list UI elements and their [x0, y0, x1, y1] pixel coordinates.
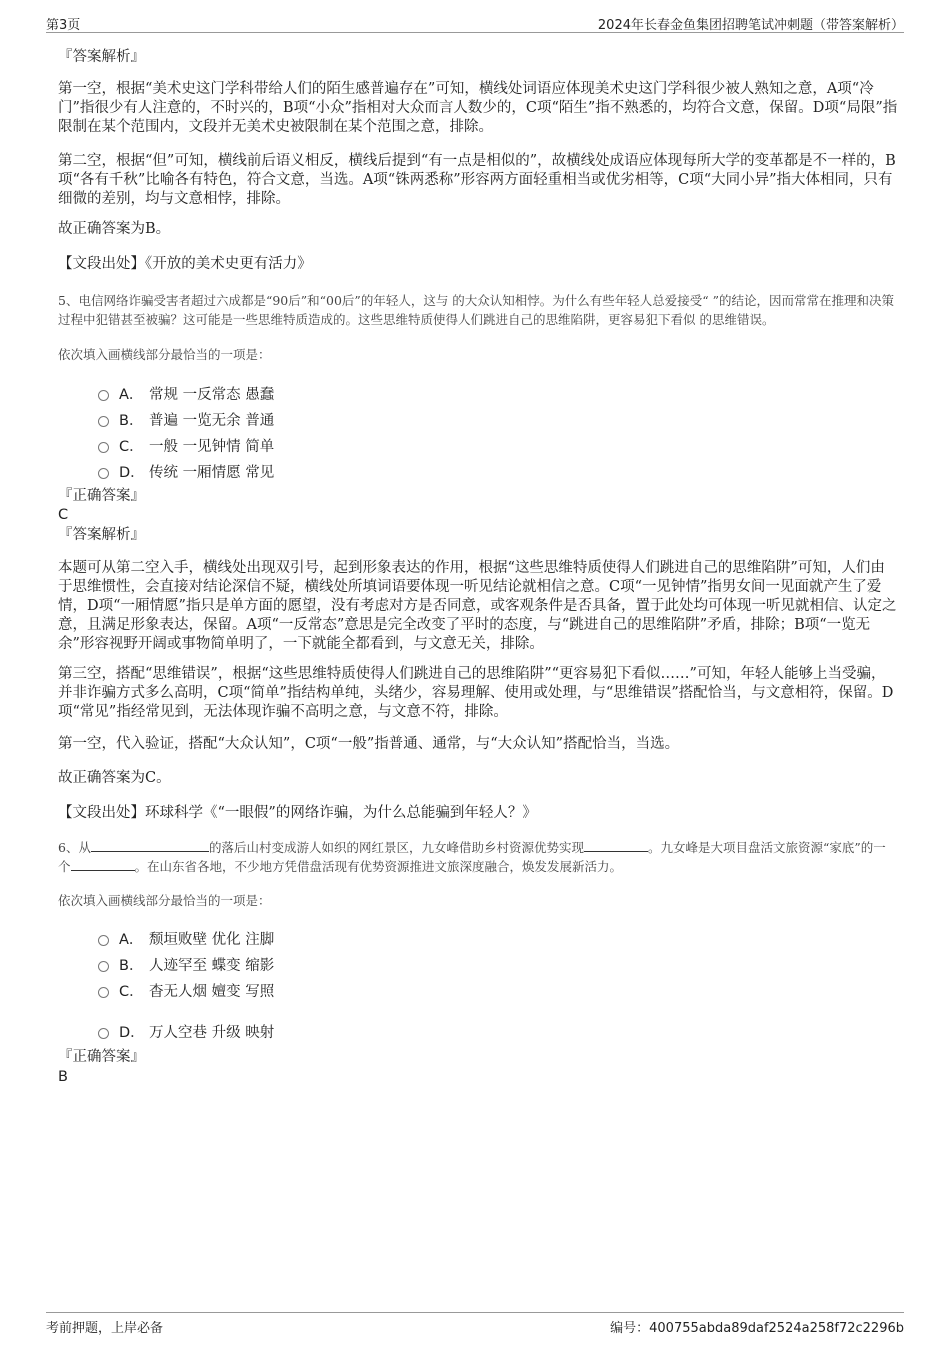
blank-1 — [91, 839, 209, 852]
q5-analysis-p3: 第一空，代入验证，搭配“大众认知”，C项“一般”指普通、通常，与“大众认知”搭配恰当，当选。 — [58, 736, 680, 752]
q5-analysis-heading: 『答案解析』 — [58, 527, 145, 543]
q5-stem: 5、电信网络诈骗受害者超过六成都是“90后”和“00后”的年轻人，这与 的大众认知相悖。为什么有些年轻人总爱接受“ ”的结论，因而常常在推理和决策过程中犯错甚至被骗？这可能是一些思维特质造成的。这些思维特质使得人们跳进自己的思维陷阱，更容易犯下看似 的思维错误。 — [58, 293, 895, 327]
q5-prompt: 依次填入画横线部分最恰当的一项是： — [58, 347, 271, 362]
radio-icon[interactable] — [98, 468, 109, 479]
q6-stem: 6、从 的落后山村变成游人如织的网红景区，九女峰借助乡村资源优势实现 。九女峰是大项目盘活文旅资源“家底”的一个 。在山东省各地，不少地方凭借盘活现有优势资源推进文旅深度融合，焕发发展新活力。 — [58, 840, 886, 874]
q5-answer: C — [58, 507, 69, 523]
radio-icon[interactable] — [98, 442, 109, 453]
page-footer — [46, 1312, 904, 1337]
q6-option-a[interactable]: A． 颓垣败壁 优化 注脚 — [98, 928, 274, 949]
page-number: 第3页 — [46, 18, 81, 33]
radio-icon[interactable] — [98, 1028, 109, 1039]
q4-answer-line: 故正确答案为B。 — [58, 221, 171, 237]
radio-icon[interactable] — [98, 390, 109, 401]
q6-answer-heading: 『正确答案』 — [58, 1049, 145, 1065]
q4-analysis-heading: 『答案解析』 — [58, 49, 145, 65]
footer-slogan: 考前押题，上岸必备 — [46, 1321, 164, 1336]
q6-option-d[interactable]: D． 万人空巷 升级 映射 — [98, 1021, 274, 1042]
document-title: 2024年长春金鱼集团招聘笔试冲刺题（带答案解析） — [597, 18, 904, 33]
q4-source: 【文段出处】《开放的美术史更有活力》 — [58, 256, 312, 272]
q5-option-a[interactable]: A． 常规 一反常态 愚蠢 — [98, 383, 274, 404]
q5-option-d[interactable]: D． 传统 一厢情愿 常见 — [98, 461, 274, 482]
radio-icon[interactable] — [98, 961, 109, 972]
blank-2 — [584, 839, 648, 852]
page-header — [46, 12, 904, 33]
document-id: 编号：400755abda89daf2524a258f72c2296b — [610, 1321, 904, 1336]
q6-prompt: 依次填入画横线部分最恰当的一项是： — [58, 893, 271, 908]
q6-option-c[interactable]: C． 杳无人烟 嬗变 写照 — [98, 980, 274, 1001]
q5-analysis-p2: 第三空，搭配“思维错误”，根据“这些思维特质使得人们跳进自己的思维陷阱”“更容易犯下看似……”可知，年轻人能够上当受骗，并非诈骗方式多么高明，C项“简单”指结构单纯，头绪少，容易理解、使用或处理，与“思维错误”搭配恰当，与文意相符，保留。D项“常见”指经常见到，无法体现诈骗不高明之意，与文意不符，排除。 — [58, 666, 894, 720]
q5-answer-line: 故正确答案为C。 — [58, 770, 171, 786]
q5-option-b[interactable]: B． 普遍 一览无余 普通 — [98, 409, 274, 430]
radio-icon[interactable] — [98, 935, 109, 946]
radio-icon[interactable] — [98, 416, 109, 427]
q4-analysis-p1: 第一空，根据“美术史这门学科带给人们的陌生感普遍存在”可知，横线处词语应体现美术史这门学科很少被人熟知之意，A项“冷门”指很少有人注意的，不时兴的，B项“小众”指相对大众而言人数少的，C项“陌生”指不熟悉的，均符合文意，保留。D项“局限”指限制在某个范围内，文段并无美术史被限制在某个范围之意，排除。 — [58, 81, 898, 135]
q5-option-c[interactable]: C． 一般 一见钟情 简单 — [98, 435, 274, 456]
blank-3 — [71, 858, 135, 871]
radio-icon[interactable] — [98, 987, 109, 998]
q5-source: 【文段出处】环球科学《“一眼假”的网络诈骗，为什么总能骗到年轻人？》 — [58, 805, 537, 821]
q4-analysis-p2: 第二空，根据“但”可知，横线前后语义相反，横线后提到“有一点是相似的”，故横线处成语应体现每所大学的变革都是不一样的，B项“各有千秋”比喻各有特色，符合文意，当选。A项“铢两悉称”形容两方面轻重相当或优劣相等，C项“大同小异”指大体相同，只有细微的差别，均与文意相悖，排除。 — [58, 153, 896, 207]
q5-answer-heading: 『正确答案』 — [58, 488, 145, 504]
q5-analysis-p1: 本题可从第二空入手，横线处出现双引号，起到形象表达的作用，根据“这些思维特质使得人们跳进自己的思维陷阱”可知，人们由于思维惯性，会直接对结论深信不疑，横线处所填词语要体现一听见结论就相信之意。C项“一见钟情”指男女间一见面就产生了爱情，D项“一厢情愿”指只是单方面的愿望，没有考虑对方是否同意，或客观条件是否具备，置于此处均可体现一听见就相信、认定之意，且满足形象表达，保留。A项“一反常态”意思是完全改变了平时的态度，与“跳进自己的思维陷阱”矛盾，排除；B项“一览无余”形容视野开阔或事物简单明了，一下就能全都看到，与文意无关，排除。 — [58, 560, 897, 652]
q6-option-b[interactable]: B． 人迹罕至 蝶变 缩影 — [98, 954, 274, 975]
q6-answer: B — [58, 1069, 68, 1085]
